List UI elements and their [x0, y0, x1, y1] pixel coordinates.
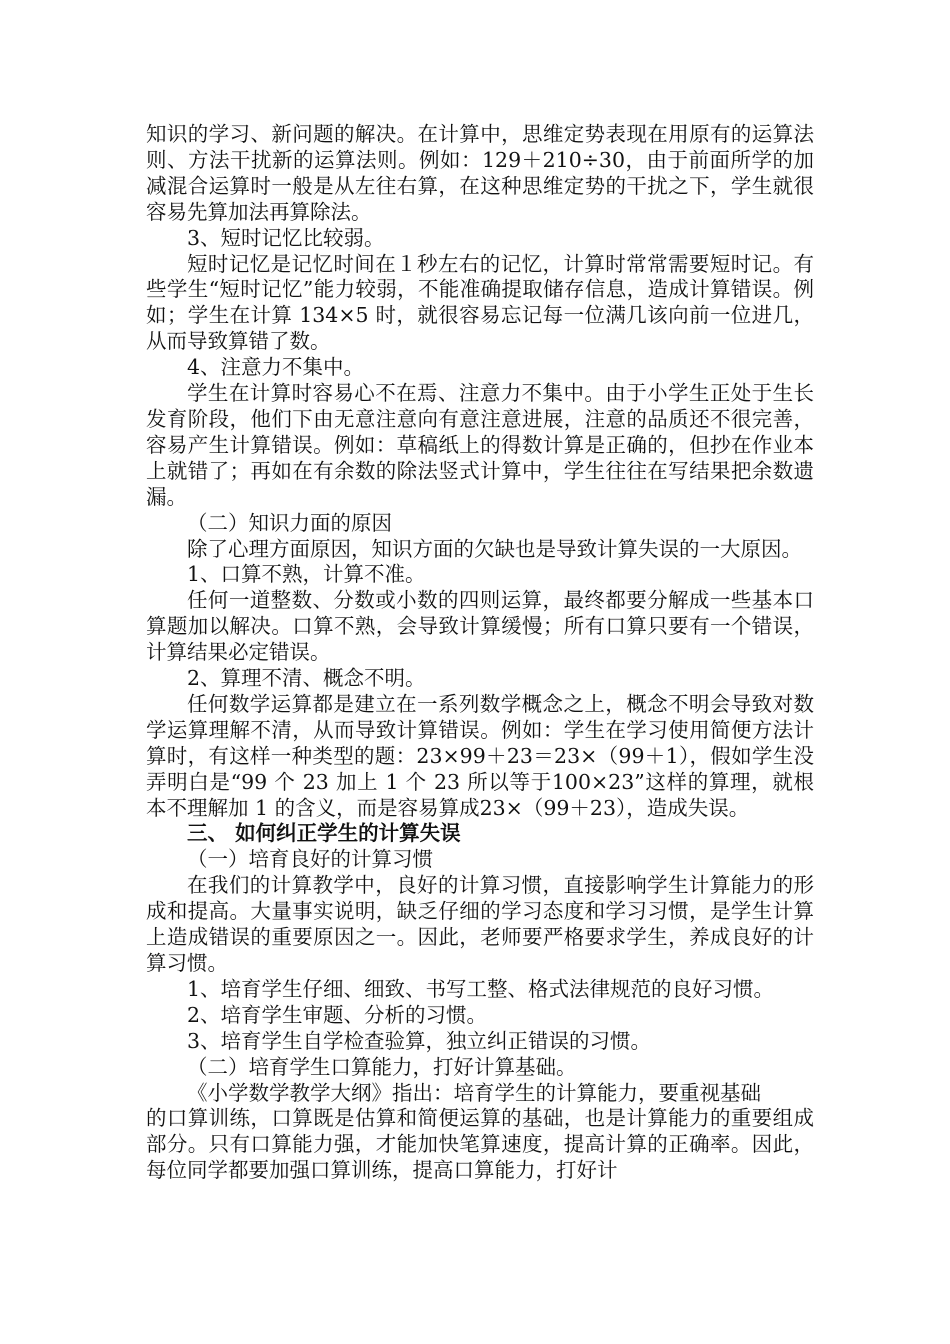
list-item: 3、培育学生自学检查验算，独立纠正错误的习惯。	[187, 1028, 652, 1053]
subsection-heading: 4、注意力不集中。	[187, 355, 365, 380]
body-paragraph: 在我们的计算教学中，良好的计算习惯，直接影响学生计算能力的形成和提高。大量事实说明，缺乏仔细的学习态度和学习习惯，是学生计算上造成错误的重要原因之一。因此，老师要严格要求学生，养成良好的计算习惯。	[146, 873, 814, 975]
subsection-heading: 1、口算不熟，计算不准。	[187, 562, 426, 587]
subsection-heading: （二）培育学生口算能力，打好计算基础。	[187, 1054, 577, 1079]
document-body	[146, 122, 814, 1184]
subsection-heading: （一）培育良好的计算习惯	[187, 847, 433, 872]
subsection-heading: （二）知识力面的原因	[187, 510, 392, 535]
body-paragraph: 的口算训练，口算既是估算和简便运算的基础，也是计算能力的重要组成部分。只有口算能力强，才能加快笔算速度，提高计算的正确率。因此，每位同学都要加强口算训练，提高口算能力，打好计	[146, 1106, 814, 1183]
body-paragraph: 学生在计算时容易心不在焉、注意力不集中。由于小学生正处于生长发育阶段，他们下由无意注意向有意注意进展，注意的品质还不很完善，容易产生计算错误。例如：草稿纸上的得数计算是正确的，但抄在作业本上就错了；再如在有余数的除法竖式计算中，学生往往在写结果把余数遗漏。	[146, 381, 814, 509]
body-paragraph: 任何数学运算都是建立在一系列数学概念之上，概念不明会导致对数学运算理解不清，从而导致计算错误。例如：学生在学习使用简便方法计算时，有这样一种类型的题：23×99＋23＝23×（99＋1），假如学生没弄明白是“99 个 23 加上 1 个 23 所以等于100×23”这样的算理，就根本不理解加 1 的含义，而是容易算成23×（99＋23），造成失误。	[146, 691, 814, 820]
body-paragraph: 任何一道整数、分数或小数的四则运算，最终都要分解成一些基本口算题加以解决。口算不熟，会导致计算缓慢；所有口算只要有一个错误，计算结果必定错误。	[146, 588, 814, 665]
body-paragraph: 《小学数学教学大纲》指出：培育学生的计算能力，要重视基础	[187, 1080, 761, 1105]
body-paragraph: 知识的学习、新问题的解决。在计算中，思维定势表现在用原有的运算法则、方法干扰新的运算法则。例如：129＋210÷30，由于前面所学的加减混合运算时一般是从左往右算，在这种思维定势的干扰之下，学生就很容易先算加法再算除法。	[146, 122, 814, 224]
section-heading: 三、 如何纠正学生的计算失误	[187, 821, 461, 846]
body-paragraph: 除了心理方面原因，知识方面的欠缺也是导致计算失误的一大原因。	[187, 536, 802, 561]
body-paragraph: 短时记忆是记忆时间在１秒左右的记忆，计算时常常需要短时记。有些学生“短时记忆”能力较弱，不能准确提取储存信息，造成计算错误。例如；学生在计算 134×5 时，就很容易忘记每一位满几该向前一位进几，从而导致算错了数。	[146, 251, 814, 354]
list-item: 1、培育学生仔细、细致、书写工整、格式法律规范的良好习惯。	[187, 976, 775, 1001]
subsection-heading: 3、短时记忆比较弱。	[187, 225, 385, 250]
list-item: 2、培育学生审题、分析的习惯。	[187, 1002, 488, 1027]
subsection-heading: 2、算理不清、概念不明。	[187, 666, 426, 691]
